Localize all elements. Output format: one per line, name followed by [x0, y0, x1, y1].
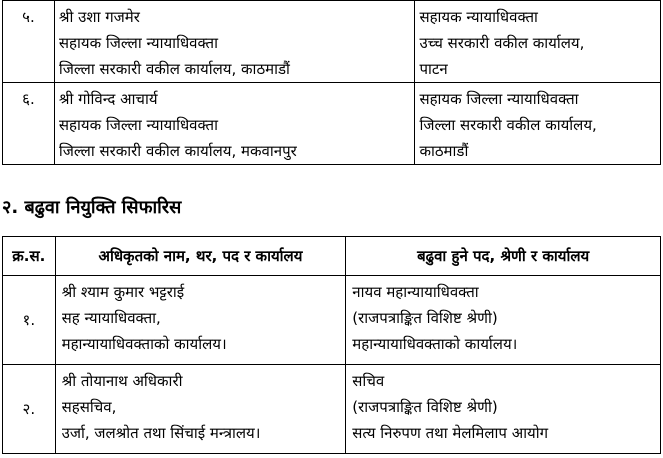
promotion-office: महान्यायाधिवक्ताको कार्यालय।: [352, 335, 518, 353]
header-officer-details: अधिकृतको नाम, थर, पद र कार्यालय: [55, 237, 346, 276]
table-row: [3, 276, 661, 365]
new-post-line: उच्च सरकारी वकील कार्यालय,: [419, 34, 585, 52]
new-post-line: जिल्ला सरकारी वकील कार्यालय,: [419, 116, 597, 134]
table-row: [3, 365, 661, 454]
officer-details-cell: [55, 276, 346, 365]
officer-position: सहसचिव,: [61, 398, 117, 416]
serial-number: [3, 83, 55, 165]
table-header-row: [3, 237, 661, 276]
promotion-post: सचिव: [352, 372, 385, 390]
promotion-post: नायव महान्यायाधिवक्ता: [352, 283, 479, 301]
table-row: [3, 1, 661, 83]
promotion-post-cell: [346, 365, 661, 454]
officer-position: सहायक जिल्ला न्यायाधिवक्ता: [58, 34, 218, 52]
promotion-table: [2, 236, 661, 454]
new-post-cell: [415, 83, 661, 165]
header-serial: क्र.स.: [3, 237, 56, 276]
officer-name: श्री उशा गजमेर: [58, 8, 140, 26]
officer-office: जिल्ला सरकारी वकील कार्यालय, मकवानपुर: [58, 142, 297, 160]
officer-name: श्री श्याम कुमार भट्टराई: [61, 283, 185, 301]
promotion-post-cell: [346, 276, 661, 365]
header-promotion-post: बढुवा हुने पद, श्रेणी र कार्यालय: [346, 237, 661, 276]
serial-number: [3, 276, 56, 365]
officer-office: उर्जा, जलश्रोत तथा सिंचाई मन्त्रालय।: [61, 424, 261, 442]
section-heading: २. बढुवा नियुक्ति सिफारिस: [2, 197, 182, 218]
table-row: [3, 83, 661, 165]
new-post-line: सहायक जिल्ला न्यायाधिवक्ता: [419, 90, 579, 108]
serial-number-text: ६.: [22, 90, 35, 108]
serial-number-text: १.: [22, 311, 36, 329]
officer-name: श्री तोयानाथ अधिकारी: [61, 372, 183, 390]
promotion-office: सत्य निरुपण तथा मेलमिलाप आयोग: [352, 424, 549, 442]
new-post-line: काठमाडौं: [419, 142, 469, 160]
new-post-line: पाटन: [419, 60, 448, 78]
officer-office: महान्यायाधिवक्ताको कार्यालय।: [61, 335, 227, 353]
promotion-class: (राजपत्राङ्कित विशिष्ट श्रेणी): [352, 398, 498, 416]
new-post-cell: [415, 1, 661, 83]
officer-position: सहायक जिल्ला न्यायाधिवक्ता: [58, 116, 218, 134]
officer-name: श्री गोविन्द आचार्य: [58, 90, 158, 108]
officer-details-cell: [55, 365, 346, 454]
new-post-line: सहायक न्यायाधिवक्ता: [419, 8, 538, 26]
officer-details-cell: [54, 83, 415, 165]
promotion-class: (राजपत्राङ्कित विशिष्ट श्रेणी): [352, 309, 498, 327]
serial-number: [3, 365, 56, 454]
serial-number-text: २.: [22, 400, 36, 418]
officer-details-cell: [54, 1, 415, 83]
serial-number: [3, 1, 55, 83]
officer-position: सह न्यायाधिवक्ता,: [61, 309, 161, 327]
officer-office: जिल्ला सरकारी वकील कार्यालय, काठमाडौं: [58, 60, 290, 78]
serial-number-text: ५.: [22, 8, 35, 26]
recommendation-table-continued: [2, 0, 661, 165]
